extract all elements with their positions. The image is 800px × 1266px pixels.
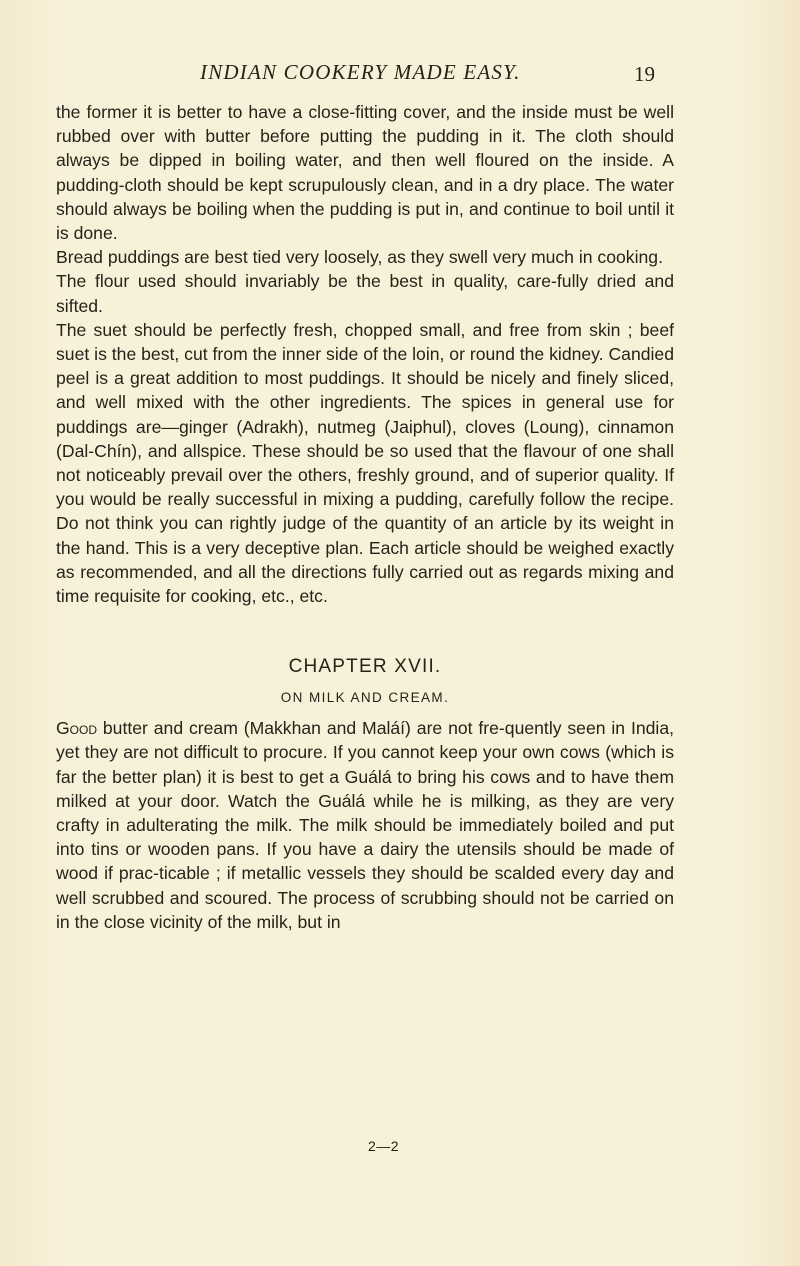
chapter-title: CHAPTER XVII.: [288, 656, 442, 678]
chapter-lead-word: Good: [56, 718, 98, 739]
paragraph-flour: The flour used should invariably be the best in quality, care-fully dried and sifted.: [56, 271, 674, 316]
paragraph-milk-and-cream: [56, 716, 674, 934]
chapter-paragraph-text: butter and cream (Makkhan and Maláí) are not fre-quently seen in India, yet they are not difficult to procure. If you cannot keep your own cows (which is far the better plan) it is best to get a Guálá to bring his cows and to have them milked at your door. Watch the Guálá while he is milking, as they are very crafty in adulterating the milk. The milk should be immediately boiled and put into tins or wooden pans. If you have a dairy the utensils should be made of wood if prac-ticable ; if metallic vessels they should be scalded every day and well scrubbed and scoured. The process of scrubbing should not be carried on in the close vicinity of the milk, but in: [56, 718, 674, 932]
paragraph-pudding-cloth: the former it is better to have a close-fitting cover, and the inside must be well rubbed over with butter before putting the pudding in it. The cloth should always be dipped in boiling water, and then well floured on the inside. A pudding-cloth should be kept scrupulously clean, and in a dry place. The water should always be boiling when the pudding is put in, and continue to boil until it is done.: [56, 102, 674, 244]
signature-mark: 2—2: [368, 1138, 400, 1154]
running-title: INDIAN COOKERY MADE EASY.: [200, 60, 521, 84]
page-number: 19: [634, 62, 655, 86]
paragraph-suet-and-spices: The suet should be perfectly fresh, chopped small, and free from skin ; beef suet is the best, cut from the inner side of the loin, or round the kidney. Candied peel is a great addition to most puddings. It should be nicely and finely sliced, and well mixed with the other ingredients. The spices in general use for puddings are—ginger (Adrakh), nutmeg (Jaiphul), cloves (Loung), cinnamon (Dal-Chín), and allspice. These should be so used that the flavour of one shall not noticeably prevail over the others, freshly ground, and of superior quality. If you would be really successful in mixing a pudding, carefully follow the recipe. Do not think you can rightly judge of the quantity of an article by its weight in the hand. This is a very deceptive plan. Each article should be weighed exactly as recommended, and all the directions fully carried out as regards mixing and time requisite for cooking, etc., etc.: [56, 319, 674, 607]
body-text: [56, 100, 674, 934]
running-header: [0, 60, 800, 88]
paragraph-bread-puddings: Bread puddings are best tied very loosely, as they swell very much in cooking.: [56, 247, 663, 268]
chapter-subtitle: ON MILK AND CREAM.: [280, 690, 450, 706]
